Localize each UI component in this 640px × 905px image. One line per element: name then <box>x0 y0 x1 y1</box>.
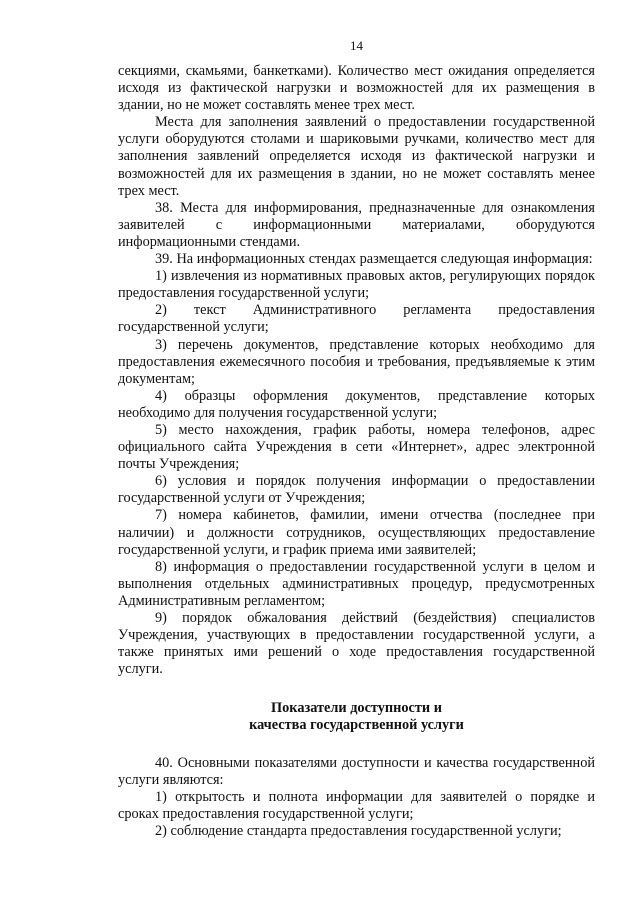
paragraph-application-seats: Места для заполнения заявлений о предоставлении государственной услуги оборудуются столами и шариковыми ручками, количество мест для заполнения заявлений определяется исходя из фактической нагрузки и возможностей для их размещения в здании, но не может составлять менее трех мест. <box>118 114 595 199</box>
list-item-8: 8) информация о предоставлении государственной услуги в целом и выполнения отдельных административных процедур, предусмотренных Административным регламентом; <box>118 558 595 609</box>
section-heading-line-2: качества государственной услуги <box>249 717 464 734</box>
paragraph-40: 40. Основными показателями доступности и качества государственной услуги являются: <box>118 754 595 788</box>
list-item-9: 9) порядок обжалования действий (бездействия) специалистов Учреждения, участвующих в предоставлении государственной услуги, а также принятых ими решений о ходе предоставления государственной услуги. <box>118 610 595 678</box>
section-heading-line-1: Показатели доступности и <box>271 700 442 717</box>
indicator-item-2: 2) соблюдение стандарта предоставления государственной услуги; <box>155 822 562 839</box>
list-item-1: 1) извлечения из нормативных правовых актов, регулирующих порядок предоставления государственной услуги; <box>118 268 595 302</box>
list-item-5: 5) место нахождения, график работы, номера телефонов, адрес официального сайта Учреждения в сети «Интернет», адрес электронной почты Учреждения; <box>118 421 595 473</box>
section-heading <box>118 700 595 734</box>
list-item-7: 7) номера кабинетов, фамилии, имени отчества (последнее при наличии) и должности сотрудников, осуществляющих предоставление государственной услуги, и график приема ими заявителей; <box>118 507 595 558</box>
list-item-2: 2) текст Административного регламента предоставления государственной услуги; <box>118 302 595 336</box>
page-number: 14 <box>350 38 363 53</box>
body-top <box>118 63 595 678</box>
paragraph-38: 38. Места для информирования, предназначенные для ознакомления заявителей с информационными материалами, оборудуются информационными стендами. <box>118 199 595 250</box>
body-bottom <box>118 755 595 840</box>
list-item-6: 6) условия и порядок получения информации о предоставлении государственной услуги от Учреждения; <box>118 473 595 507</box>
indicator-item-1: 1) открытость и полнота информации для заявителей о порядке и сроках предоставления государственной услуги; <box>118 788 595 822</box>
list-item-4: 4) образцы оформления документов, представление которых необходимо для получения государственной услуги; <box>118 387 595 421</box>
paragraph-39: 39. На информационных стендах размещается следующая информация: <box>155 251 593 268</box>
paragraph-waiting-seats: секциями, скамьями, банкетками). Количество мест ожидания определяется исходя из фактической нагрузки и возможностей для их размещения в здании, но не может составлять менее трех мест. <box>118 63 595 114</box>
list-item-3: 3) перечень документов, представление которых необходимо для предоставления ежемесячного пособия и требования, предъявляемые к этим документам; <box>118 336 595 387</box>
